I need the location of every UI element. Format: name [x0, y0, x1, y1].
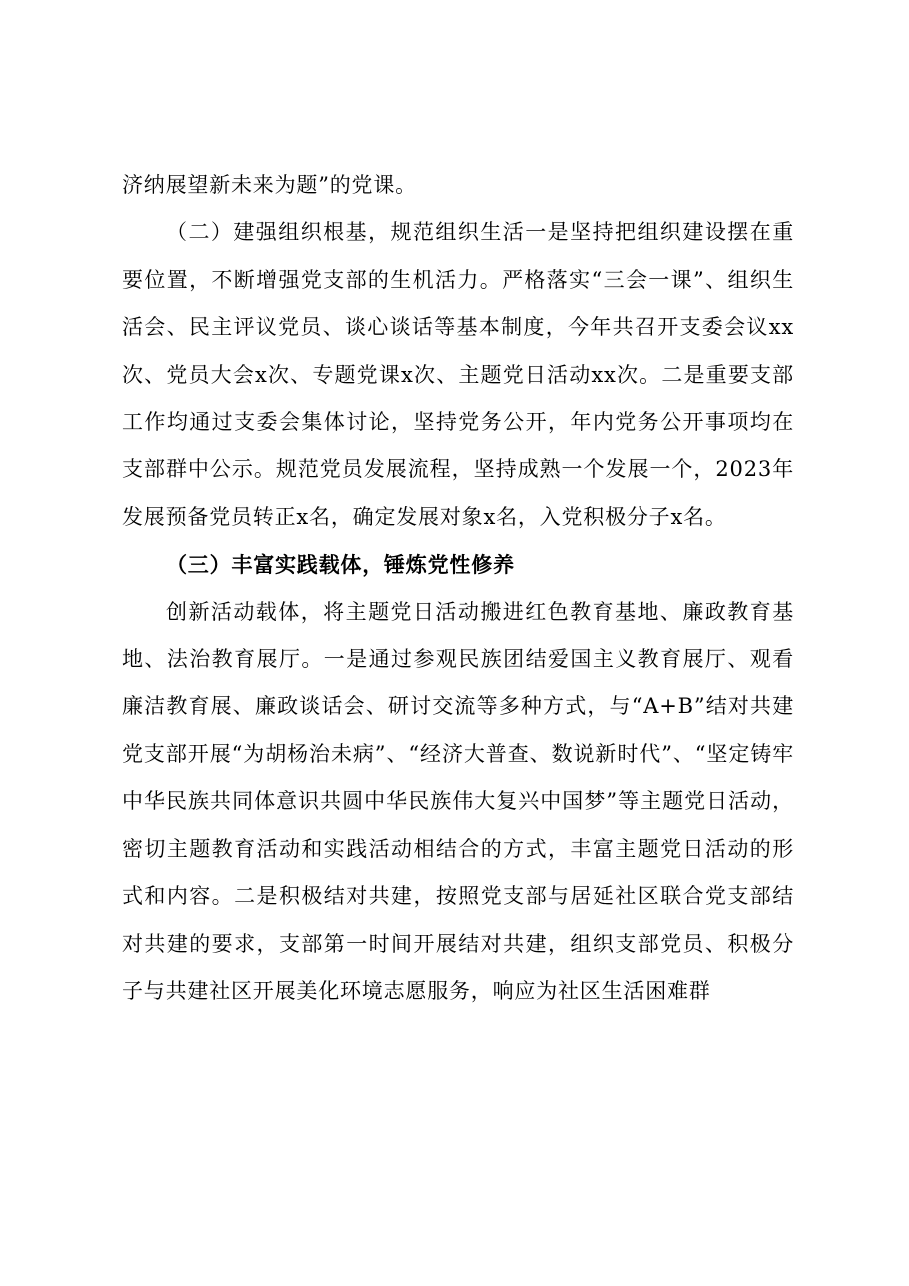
document-body — [122, 162, 794, 1015]
paragraph-organization: （二）建强组织根基，规范组织生活一是坚持把组织建设摆在重要位置，不断增强党支部的生机活力。严格落实“三会一课”、组织生活会、民主评议党员、谈心谈话等基本制度，今年共召开支委会议xx次、党员大会x次、专题党课x次、主题党日活动xx次。二是重要支部工作均通过支委会集体讨论，坚持党务公开，年内党务公开事项均在支部群中公示。规范党员发展流程，坚持成熟一个发展一个，2023年发展预备党员转正x名，确定发展对象x名，入党积极分子x名。 — [122, 220, 794, 529]
paragraph-continuation: 济纳展望新未来为题”的党课。 — [122, 173, 417, 197]
section-heading-practice: （三）丰富实践载体，锤炼党性修养 — [166, 552, 515, 578]
paragraph-practice: 创新活动载体，将主题党日活动搬进红色教育基地、廉政教育基地、法治教育展厅。一是通过参观民族团结爱国主义教育展厅、观看廉洁教育展、廉政谈话会、研讨交流等多种方式，与“A+B”结对共建党支部开展“为胡杨治未病”、“经济大普查、数说新时代”、“坚定铸牢中华民族共同体意识共圆中华民族伟大复兴中国梦”等主题党日活动，密切主题教育活动和实践活动相结合的方式，丰富主题党日活动的形式和内容。二是积极结对共建，按照党支部与居延社区联合党支部结对共建的要求，支部第一时间开展结对共建，组织支部党员、积极分子与共建社区开展美化环境志愿服务，响应为社区生活困难群 — [122, 599, 794, 1003]
